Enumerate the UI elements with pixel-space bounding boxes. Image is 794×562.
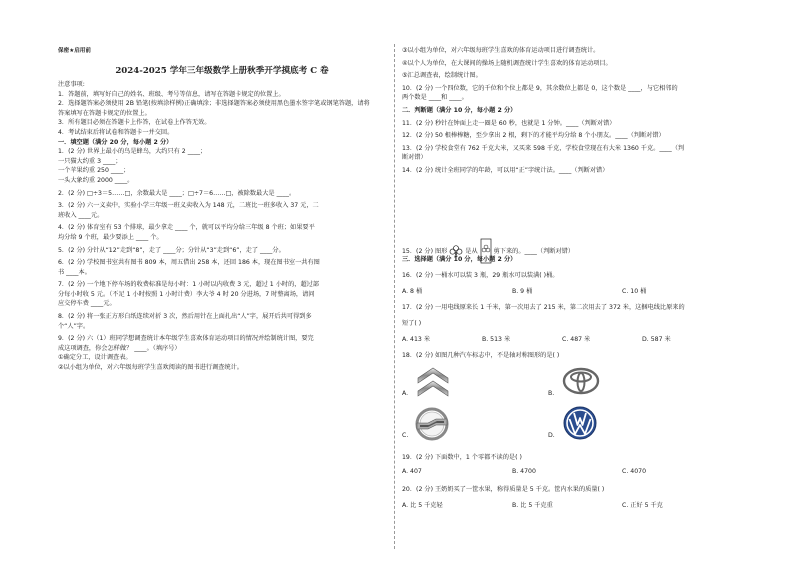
question-line: ③以小组为单位，对六年级每班学生喜欢的体育运动项目进行调查统计。 — [402, 47, 600, 54]
question-line: 1．(2 分) 世界上最小的鸟是蜂鸟，大约只有 2 ____； — [58, 148, 207, 156]
question-line: 一个苹果约重 250 ____； — [58, 167, 130, 175]
notice-heading: 注意事项: — [58, 81, 85, 88]
question-line: 12．(2 分) 50 根棒棒糖，至少拿出 2 根，剩下的才能平均分给 8 个小朋友。____（判断对错） — [402, 132, 665, 140]
notice-item: 4．考试结束后将试卷和答题卡一并交回。 — [58, 128, 174, 136]
section-heading-fill: 一．填空题（满分 20 分，每小题 2 分） — [58, 138, 173, 146]
exam-title: 2024-2025 学年三年级数学上册秋季开学摸底考 C 卷 — [115, 66, 329, 76]
notice-item: 3．所有题目必须在答题卡上作答，在试卷上作答无效。 — [58, 119, 211, 127]
question-line: 3．(2 分) 六一义卖中，实验小学三年级一班义卖收入为 148 元，二班比一班多收入 37 元，二 — [58, 202, 319, 210]
question-line: 一只猫大约重 3 ____； — [58, 157, 122, 165]
question-20: 20．(2 分) 王奶奶买了一筐水果，称得质量是 5 千克。筐内水果的质量( ) — [402, 486, 605, 493]
volkswagen-logo-icon — [562, 405, 598, 445]
question-line: ①确定分工，设计调查表。 — [58, 354, 132, 362]
left-column — [58, 80, 386, 373]
q20-option-a: A. 比 5 千克轻 — [402, 502, 443, 509]
question-line: 7．(2 分) 一个地下停车场的收费标准是每小时：1 小时以内收费 3 元，超过 1 小时的，超过部 — [58, 281, 320, 289]
question-18: 18．(2 分) 如图几种汽车标志中，不是轴对称图形的是( ) — [402, 352, 560, 359]
question-line: 应交停车费 ____元。 — [58, 300, 116, 308]
notice-item: 答案填写在答题卡规定的位置上。 — [58, 109, 151, 117]
q17-option-b: B. 513 米 — [482, 336, 511, 343]
q17-option-d: D. 587 米 — [642, 336, 671, 343]
q16-option-c: C. 10 桶 — [622, 288, 647, 295]
q18-option-b: B. — [548, 390, 555, 397]
question-line: 5．(2 分) 分针从“12”走到“8”，走了 ____分；分针从“3”走到“6”，走了 ____分。 — [58, 246, 285, 254]
q18-option-d: D. — [548, 432, 555, 439]
citroen-logo-icon — [416, 364, 450, 404]
question-line: ⑤汇总调查表，绘制统计图。 — [402, 72, 482, 80]
q18-option-a: A. — [402, 390, 409, 397]
question-line: 4．(2 分) 体育室有 53 个排球，最少拿走 ____ 个，就可以平均分给三年级 8 个班；如果要平 — [58, 224, 315, 232]
question-line: 分每小时收 5 元。（不足 1 小时按照 1 小时计费）李大爷 4 时 20 分进场，7 时整离场，请问 — [58, 290, 315, 298]
q16-option-b: B. 9 桶 — [512, 288, 533, 295]
q19-option-c: C. 4070 — [622, 468, 647, 475]
notice-item: 2．选择题答案必须使用 2B 铅笔(按填涂样例)正确填涂；非选择题答案必须使用黑色墨水签字笔或钢笔答题，请将 — [58, 100, 370, 108]
question-line: 断对错） — [402, 154, 427, 162]
question-line: ②以小组为单位，对六年级每班学生喜欢阅读的图书进行调查统计。 — [58, 364, 243, 372]
section-heading-judge: 二．判断题（满分 10 分，每小题 2 分） — [402, 106, 517, 114]
q15-prefix: 15．(2 分) 图形 — [402, 248, 448, 255]
q19-option-a: A. 407 — [402, 468, 422, 475]
question-line: 书 ____本。 — [58, 268, 91, 276]
notice-item: 1．答题前，填写好自己的姓名、班级、考号等信息，请写在答题卡规定的位置上。 — [58, 90, 285, 98]
question-19: 19．(2 分) 下面数中，1 个零都不读的是( ) — [402, 454, 522, 461]
question-line: 13．(2 分) 学校食堂有 762 千克大米，又买来 598 千克，学校食堂现在有大米 1360 千克。____（判 — [402, 144, 685, 152]
question-17-line1: 17．(2 分) 一用电线原来长 1 千米，第一次用去了 215 米，第二次用去了 372 米，这捆电线比原来的 — [402, 304, 685, 311]
q17-option-c: C. 487 米 — [562, 336, 591, 343]
q15-middle: 是从 — [465, 248, 478, 255]
question-line: 成这项调查，你会怎样做？ ____。（填序号） — [58, 344, 181, 352]
opel-logo-icon — [414, 406, 450, 446]
question-line: 9．(2 分) 六（1）班同学想调查统计本年级学生喜欢体育运动项目的情况并绘制统计图，要完 — [58, 335, 314, 343]
section-heading-choice: 三．选择题（满分 10 分，每小题 2 分） — [402, 256, 517, 263]
question-line: 14．(2 分) 统计全班同学的年龄，可以用“正”字统计法。____（判断对错） — [402, 166, 609, 174]
question-line: 两个数是 ____和 ____。 — [402, 94, 468, 102]
column-divider — [394, 44, 395, 549]
question-line: ④以个人为单位，在大课间的操场上随机调查统计学生喜欢的体育运动项目。 — [402, 59, 612, 67]
question-line: 2．(2 分) □÷3＝5……□，余数最大是 ____；□÷7＝6……□，被除数最大是 ____。 — [58, 189, 296, 197]
question-line: 10．(2 分) 一个四位数，它的千位和个位上都是 9，其余数位上都是 0，这个数是 ____，与它相邻的 — [402, 84, 678, 92]
q20-option-b: B. 比 5 千克重 — [512, 502, 553, 509]
question-line: 6．(2 分) 学校图书室共有图书 809 本，周五借出 258 本，还回 186 本，现在图书室一共有图 — [58, 259, 320, 267]
question-line: 8．(2 分) 将一张正方形白纸连续对折 3 次，然后用针在上面扎出“人”字，展开后共可得到多 — [58, 313, 312, 321]
q20-option-c: C. 正好 5 千克 — [622, 502, 663, 509]
q19-option-b: B. 4700 — [512, 468, 536, 475]
q17-option-a: A. 413 米 — [402, 336, 431, 343]
question-line: 均分给 9 个班，最少要添上 ____ 个。 — [58, 233, 163, 241]
secret-label: 保密★启用前 — [58, 48, 91, 54]
q15-suffix: 剪下来的。____（判断对错） — [493, 248, 575, 255]
q16-option-a: A. 8 桶 — [402, 288, 423, 295]
question-16: 16．(2 分) 一桶水可以装 3 瓶，29 瓶水可以装满( )桶。 — [402, 272, 559, 279]
question-line: 一头大象约重 2000 ____。 — [58, 176, 134, 184]
question-line: 班收入 ____元。 — [58, 211, 104, 219]
toyota-logo-icon — [562, 366, 600, 400]
question-line: 个“人”字。 — [58, 322, 90, 330]
right-column — [402, 46, 738, 176]
question-17-line2: 短了( ) — [402, 320, 422, 327]
question-line: 11．(2 分) 秒针在钟面上走一圈是 60 秒，也就是 1 分钟。____（判断对错） — [402, 119, 616, 127]
q18-option-c: C. — [402, 432, 409, 439]
